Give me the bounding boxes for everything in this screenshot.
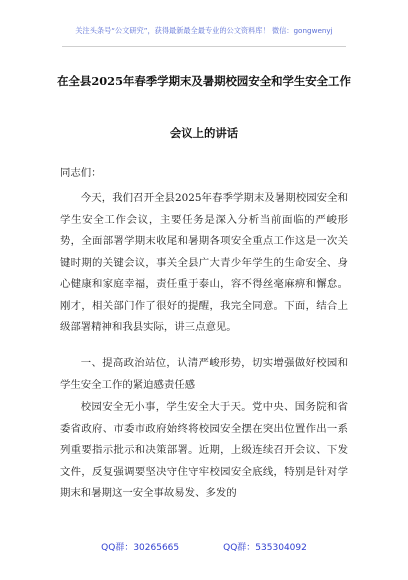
document-title-line-1: 在全县2025年春季学期末及暑期校园安全和学生安全工作 [57, 74, 351, 88]
header-divider [62, 46, 346, 47]
footer-qq-group-1: QQ群：30265665 [101, 543, 180, 553]
document-title-line-2: 会议上的讲话 [169, 126, 239, 140]
paragraph-section-1: 校园安全无小事，学生安全大于天。党中央、国务院和省委省政府、市委市政府始终将校园安全摆在突出位置作出一系列重要指示批示和决策部署。近期，上级连续召开会议、下发文件，反复强调要坚决守住守牢校园安全底线，特别是针对学期末和暑期这一安全事故易发、多发的 [60, 401, 348, 499]
salutation: 同志们： [60, 167, 102, 179]
section-heading-1: 一、提高政治站位，认清严峻形势，切实增强做好校园和学生安全工作的紧迫感责任感 [60, 357, 348, 391]
footer [0, 542, 408, 554]
footer-qq-group-2: QQ群：535304092 [223, 543, 307, 553]
header-banner: 关注头条号“公文研究”，获得最新最全最专业的公文资料库！ 微信：gongwenyj [75, 26, 333, 35]
paragraph-intro: 今天，我们召开全县2025年春季学期末及暑期校园安全和学生安全工作会议，主要任务是深入分析当前面临的严峻形势，全面部署学期末收尾和暑期各项安全重点工作这是一次关键时期的关键会议，事关全县广大青少年学生的生命安全、身心健康和家庭幸福，责任重于泰山，容不得丝毫麻痹和懈怠。刚才，相关部门作了很好的提醒，我完全同意。下面，结合上级部署精神和我县实际，讲三点意见。 [60, 192, 348, 333]
